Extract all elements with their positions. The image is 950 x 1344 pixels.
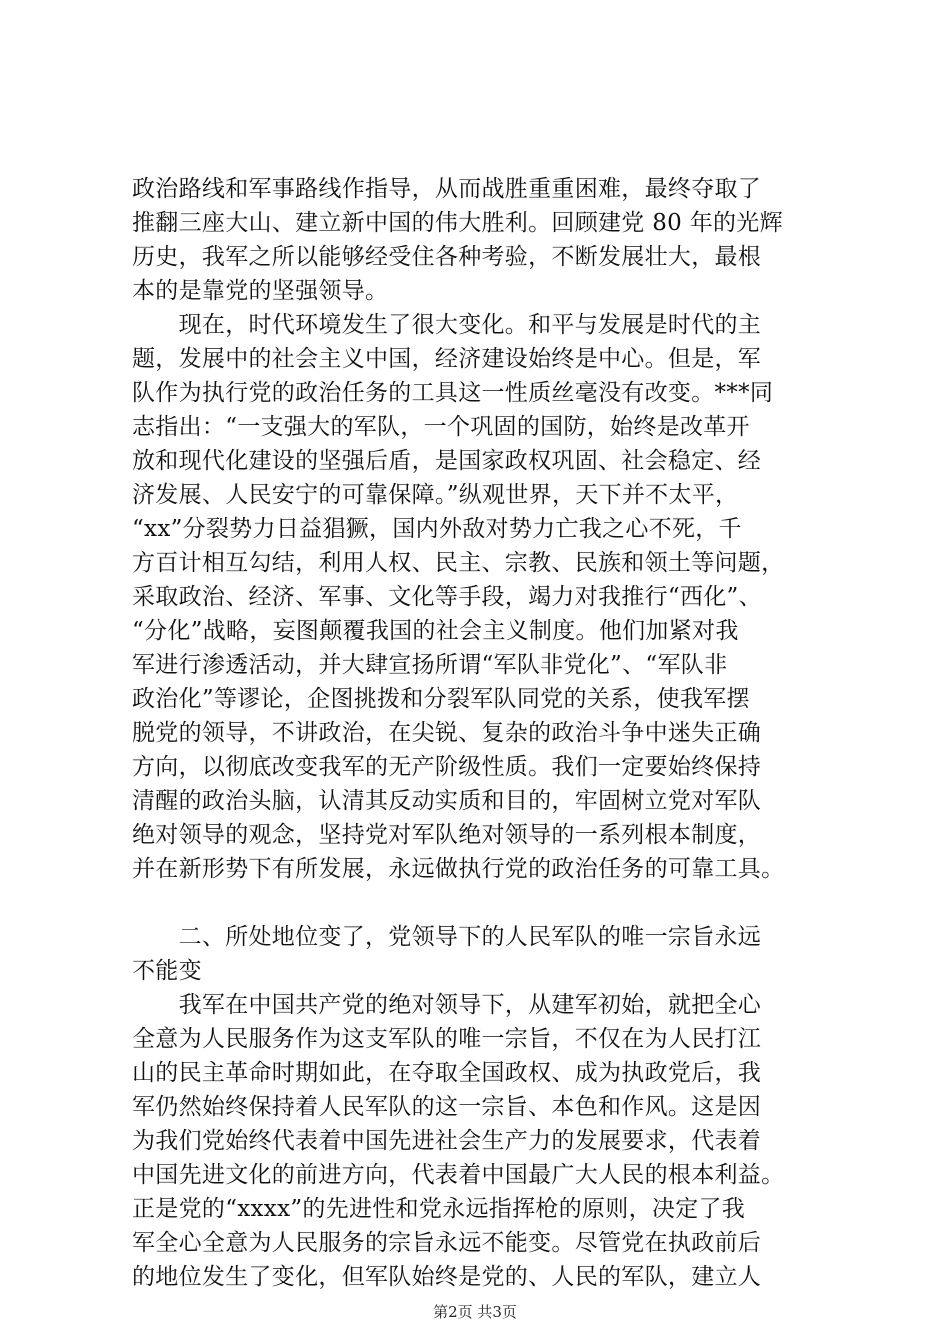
text-line: 二、所处地位变了，党领导下的人民军队的唯一宗旨永远 (132, 924, 762, 950)
text-line: 我军在中国共产党的绝对领导下，从建军初始，就把全心 (132, 992, 762, 1018)
text-line: 采取政治、经济、军事、文化等手段，竭力对我推行“西化”、 (132, 584, 762, 610)
text-line: 现在，时代环境发生了很大变化。和平与发展是时代的主 (132, 312, 762, 338)
text-line: 队作为执行党的政治任务的工具这一性质丝毫没有改变。***同 (132, 380, 774, 406)
text-line: 方向，以彻底改变我军的无产阶级性质。我们一定要始终保持 (132, 754, 762, 780)
text-line: 正是党的“xxxx”的先进性和党永远指挥枪的原则，决定了我 (132, 1196, 746, 1222)
page-footer: 第2页 共3页 (433, 1303, 517, 1321)
text-line: 清醒的政治头脑，认清其反动实质和目的，牢固树立党对军队 (132, 788, 762, 814)
text-line: 军全心全意为人民服务的宗旨永远不能变。尽管党在执政前后 (132, 1230, 762, 1256)
text-line: 全意为人民服务作为这支军队的唯一宗旨，不仅在为人民打江 (132, 1026, 762, 1052)
text-line: 脱党的领导，不讲政治，在尖锐、复杂的政治斗争中迷失正确 (132, 720, 762, 746)
text-line: 济发展、人民安宁的可靠保障。”纵观世界，天下并不太平， (132, 482, 739, 508)
text-line: 为我们党始终代表着中国先进社会生产力的发展要求，代表着 (132, 1128, 762, 1154)
text-line: 不能变 (132, 958, 202, 984)
text-line: “xx”分裂势力日益猖獗，国内外敌对势力亡我之心不死，千 (132, 516, 742, 542)
text-line: 并在新形势下有所发展，永远做执行党的政治任务的可靠工具。 (132, 856, 785, 882)
document-body (132, 172, 832, 1294)
text-line: 本的是靠党的坚强领导。 (132, 278, 389, 304)
text-line: 绝对领导的观念，坚持党对军队绝对领导的一系列根本制度， (132, 822, 762, 848)
text-line: 推翻三座大山、建立新中国的伟大胜利。回顾建党 80 年的光辉 (132, 210, 783, 236)
text-line: 山的民主革命时期如此，在夺取全国政权、成为执政党后，我 (132, 1060, 762, 1086)
blank-line (132, 886, 832, 920)
text-line: 军仍然始终保持着人民军队的这一宗旨、本色和作风。这是因 (132, 1094, 762, 1120)
text-line: “分化”战略，妄图颠覆我国的社会主义制度。他们加紧对我 (132, 618, 739, 644)
text-line: 志指出：“一支强大的军队，一个巩固的国防，始终是改革开 (132, 414, 750, 440)
text-line: 方百计相互勾结，利用人权、民主、宗教、民族和领土等问题， (132, 550, 785, 576)
text-line: 政治化”等谬论，企图挑拨和分裂军队同党的关系，使我军摆 (132, 686, 750, 712)
text-line: 政治路线和军事路线作指导，从而战胜重重困难，最终夺取了 (132, 176, 762, 202)
text-line: 中国先进文化的前进方向，代表着中国最广大人民的根本利益。 (132, 1162, 785, 1188)
text-line: 题，发展中的社会主义中国，经济建设始终是中心。但是，军 (132, 346, 762, 372)
text-line: 军进行渗透活动，并大肆宣扬所谓“军队非党化”、“军队非 (132, 652, 728, 678)
text-line: 历史，我军之所以能够经受住各种考验，不断发展壮大，最根 (132, 244, 762, 270)
text-line: 放和现代化建设的坚强后盾，是国家政权巩固、社会稳定、经 (132, 448, 762, 474)
text-line: 的地位发生了变化，但军队始终是党的、人民的军队，建立人 (132, 1264, 762, 1290)
